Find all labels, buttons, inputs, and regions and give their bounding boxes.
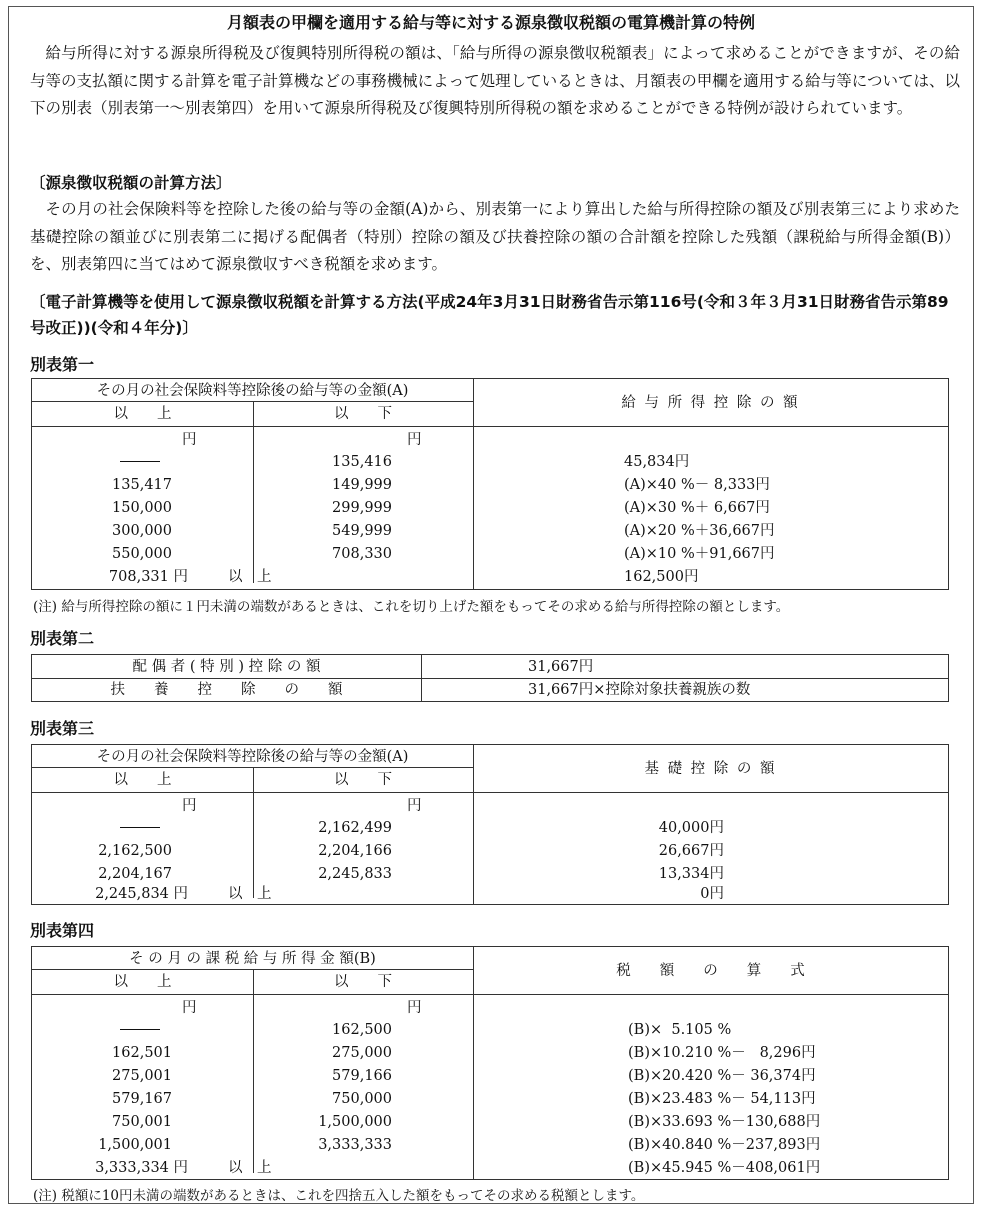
table4-unit-to: 円 (407, 1000, 422, 1016)
table1-row-to: 708,330 (332, 546, 392, 562)
table1-row-from: 300,000 (112, 523, 172, 539)
table2-row-value: 31,667円 (528, 659, 594, 675)
table4-header-value: 税 額 の 算 式 (616, 963, 805, 979)
table4-row-value: (B)×33.693 %－130,688円 (628, 1114, 821, 1130)
table3-row-to: 2,162,499 (318, 820, 392, 836)
table4-row-to: 1,500,000 (318, 1114, 392, 1130)
table4-header-from: 以 上 (113, 974, 172, 990)
table4-row-to: 579,166 (332, 1068, 392, 1084)
table3-header-value: 基 礎 控 除 の 額 (644, 761, 777, 777)
table3-header-to: 以 下 (334, 772, 392, 788)
table3-label: 別表第三 (30, 719, 95, 738)
table1-header-from: 以 上 (113, 406, 172, 422)
table1-row-from: 150,000 (112, 500, 172, 516)
table3-row-value: 26,667円 (658, 843, 724, 859)
table1-row-value: (A)×10 %＋91,667円 (624, 546, 775, 562)
table1-last-value: 162,500円 (624, 569, 699, 585)
table1-header-group: その月の社会保険料等控除後の給与等の金額(A) (96, 383, 409, 399)
table3-dash (120, 827, 160, 828)
table4-row-from: 1,500,001 (98, 1137, 172, 1153)
table4-row-value: (B)×40.840 %－237,893円 (628, 1137, 821, 1153)
table4-last-from: 3,333,334 円 (95, 1160, 188, 1176)
table4-row-value: (B)×23.483 %－ 54,113円 (628, 1091, 816, 1107)
table1-dash (120, 461, 160, 462)
table1 (31, 378, 949, 590)
table2-row-name: 扶 養 控 除 の 額 (110, 682, 343, 698)
table1-last-from: 708,331 円 (108, 569, 188, 585)
table4-row-from: 162,501 (112, 1045, 172, 1061)
table4-row-from: 750,001 (112, 1114, 172, 1130)
table1-header-value: 給 与 所 得 控 除 の 額 (621, 395, 800, 411)
table3-row-from: 2,162,500 (98, 843, 172, 859)
table1-label: 別表第一 (30, 355, 95, 374)
table3 (31, 744, 949, 905)
table1-unit-to: 円 (407, 432, 422, 448)
method-heading: 〔源泉徴収税額の計算方法〕 (30, 174, 232, 192)
table4-row-from: 275,001 (112, 1068, 172, 1084)
table4-last-to: 以 上 (228, 1160, 272, 1176)
table4-label: 別表第四 (30, 921, 95, 940)
table2-label: 別表第二 (30, 629, 95, 648)
table4-unit-from: 円 (182, 1000, 197, 1016)
table4-note: (注) 税額に10円未満の端数があるときは、これを四捨五入した額をもってその求める税額とします。 (33, 1188, 645, 1204)
table2-row-name: 配 偶 者 ( 特 別 ) 控 除 の 額 (132, 659, 321, 675)
intro-paragraph: 給与所得に対する源泉所得税及び復興特別所得税の額は、「給与所得の源泉徴収税額表」によって求めることができますが、その給与等の支払額に関する計算を電子計算機などの事務機械によって処理しているときは、月額表の甲欄を適用する給与等については、以下の別表（別表第一～別表第四）を用いて源泉所得税及び復興特別所得税の額を求めることができる特例が設けられています。 (30, 44, 960, 117)
table3-header-group: その月の社会保険料等控除後の給与等の金額(A) (96, 749, 409, 765)
table4-row-to: 275,000 (332, 1045, 392, 1061)
table4-row-value: (B)× 5.105 % (628, 1022, 732, 1038)
table3-row-to: 2,245,833 (318, 866, 392, 882)
page-title: 月額表の甲欄を適用する給与等に対する源泉徴収税額の電算機計算の特例 (226, 13, 755, 32)
table4-header-to: 以 下 (334, 974, 392, 990)
table3-header-from: 以 上 (113, 772, 172, 788)
table1-row-to: 149,999 (332, 477, 392, 493)
table4-row-value: (B)×20.420 %－ 36,374円 (628, 1068, 816, 1084)
table3-row-from: 2,204,167 (98, 866, 172, 882)
table4 (31, 946, 949, 1180)
table4-row-from: 579,167 (112, 1091, 172, 1107)
table3-row-value: 40,000円 (658, 820, 724, 836)
table1-row-value: (A)×20 %＋36,667円 (624, 523, 775, 539)
method-paragraph: その月の社会保険料等を控除した後の給与等の金額(A)から、別表第一により算出した給与所得控除の額及び別表第三により求めた基礎控除の額並びに別表第二に掲げる配偶者（特別）控除の額及び扶養控除の額の合計額を控除した残額（課税給与所得金額(B)）を、別表第四に当てはめて源泉徴収すべき税額を求めます。 (30, 200, 960, 273)
table4-row-value: (B)×10.210 %－ 8,296円 (628, 1045, 816, 1061)
table1-row-value: (A)×30 %＋ 6,667円 (624, 500, 770, 516)
table3-row-value: 13,334円 (658, 866, 724, 882)
table4-row-to: 162,500 (332, 1022, 392, 1038)
table2-row-value: 31,667円×控除対象扶養親族の数 (528, 682, 751, 698)
table2 (31, 654, 949, 702)
table1-row-from: 135,417 (112, 477, 172, 493)
table1-row-to: 299,999 (332, 500, 392, 516)
table4-row-to: 3,333,333 (318, 1137, 392, 1153)
table3-last-from: 2,245,834 円 (95, 886, 188, 902)
table3-last-value: 0円 (700, 886, 724, 902)
table1-row-to: 135,416 (332, 454, 392, 470)
table4-header-group: そ の 月 の 課 税 給 与 所 得 金 額(B) (129, 951, 376, 967)
table4-dash (120, 1029, 160, 1030)
table4-last-value: (B)×45.945 %－408,061円 (628, 1160, 821, 1176)
table3-unit-to: 円 (407, 798, 422, 814)
table3-unit-from: 円 (182, 798, 197, 814)
table3-row-to: 2,204,166 (318, 843, 392, 859)
table3-last-to: 以 上 (228, 886, 272, 902)
table4-row-to: 750,000 (332, 1091, 392, 1107)
notice-heading: 〔電子計算機等を使用して源泉徴収税額を計算する方法(平成24年3月31日財務省告示第116号(令和３年３月31日財務省告示第89号改正))(令和４年分)〕 (30, 293, 949, 337)
table1-row-value: 45,834円 (624, 454, 690, 470)
table1-last-to: 以 上 (228, 569, 272, 585)
table1-row-from: 550,000 (112, 546, 172, 562)
table1-header-to: 以 下 (334, 406, 392, 422)
table1-row-to: 549,999 (332, 523, 392, 539)
table1-unit-from: 円 (182, 432, 197, 448)
table1-note: (注) 給与所得控除の額に１円未満の端数があるときは、これを切り上げた額をもってその求める給与所得控除の額とします。 (33, 599, 790, 615)
table1-row-value: (A)×40 %－ 8,333円 (624, 477, 770, 493)
